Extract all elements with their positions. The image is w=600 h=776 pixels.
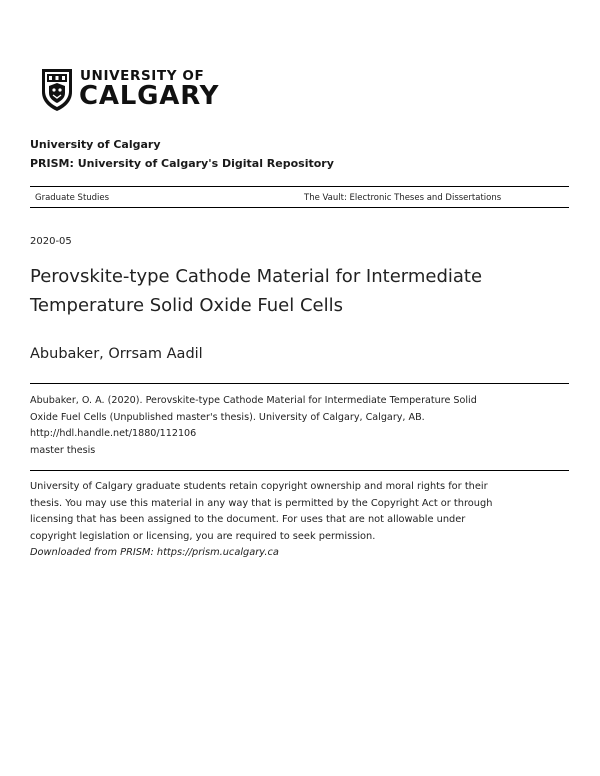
university-logo <box>40 66 220 114</box>
logo-text-line2: CALGARY <box>79 81 220 111</box>
rights-line: thesis. You may use this material in any way that is permitted by the Copyright Act or through <box>30 497 493 509</box>
title-line: Perovskite-type Cathode Material for Intermediate <box>30 266 483 287</box>
document-title <box>30 262 570 320</box>
divider <box>30 186 569 187</box>
downloaded-from-note: Downloaded from PRISM: https://prism.ucalgary.ca <box>30 547 279 558</box>
divider <box>30 470 569 471</box>
handle-link[interactable]: http://hdl.handle.net/1880/112106 <box>30 428 197 439</box>
citation-line: Oxide Fuel Cells (Unpublished master's thesis). University of Calgary, Calgary, AB. <box>30 411 425 423</box>
university-crest-icon <box>40 66 74 112</box>
citation-line: Abubaker, O. A. (2020). Perovskite-type Cathode Material for Intermediate Temperature Solid <box>30 395 477 406</box>
author-name: Abubaker, Orrsam Aadil <box>30 346 203 362</box>
title-line: Temperature Solid Oxide Fuel Cells <box>30 295 343 316</box>
collection-department: Graduate Studies <box>35 193 110 203</box>
publication-date: 2020-05 <box>30 236 72 247</box>
collection-name: The Vault: Electronic Theses and Dissertations <box>304 193 502 203</box>
rights-line: University of Calgary graduate students retain copyright ownership and moral rights for their <box>30 481 488 492</box>
repository-name: PRISM: University of Calgary's Digital Repository <box>30 157 334 170</box>
rights-line: licensing that has been assigned to the document. For uses that are not allowable under <box>30 514 466 525</box>
rights-line: copyright legislation or licensing, you are required to seek permission. <box>30 530 376 542</box>
institution-name: University of Calgary <box>30 138 161 151</box>
divider <box>30 207 569 208</box>
divider <box>30 383 569 384</box>
document-type: master thesis <box>30 444 96 456</box>
rights-statement <box>30 479 575 562</box>
logo-text-line1: UNIVERSITY OF <box>80 68 205 84</box>
citation-block <box>30 393 570 459</box>
